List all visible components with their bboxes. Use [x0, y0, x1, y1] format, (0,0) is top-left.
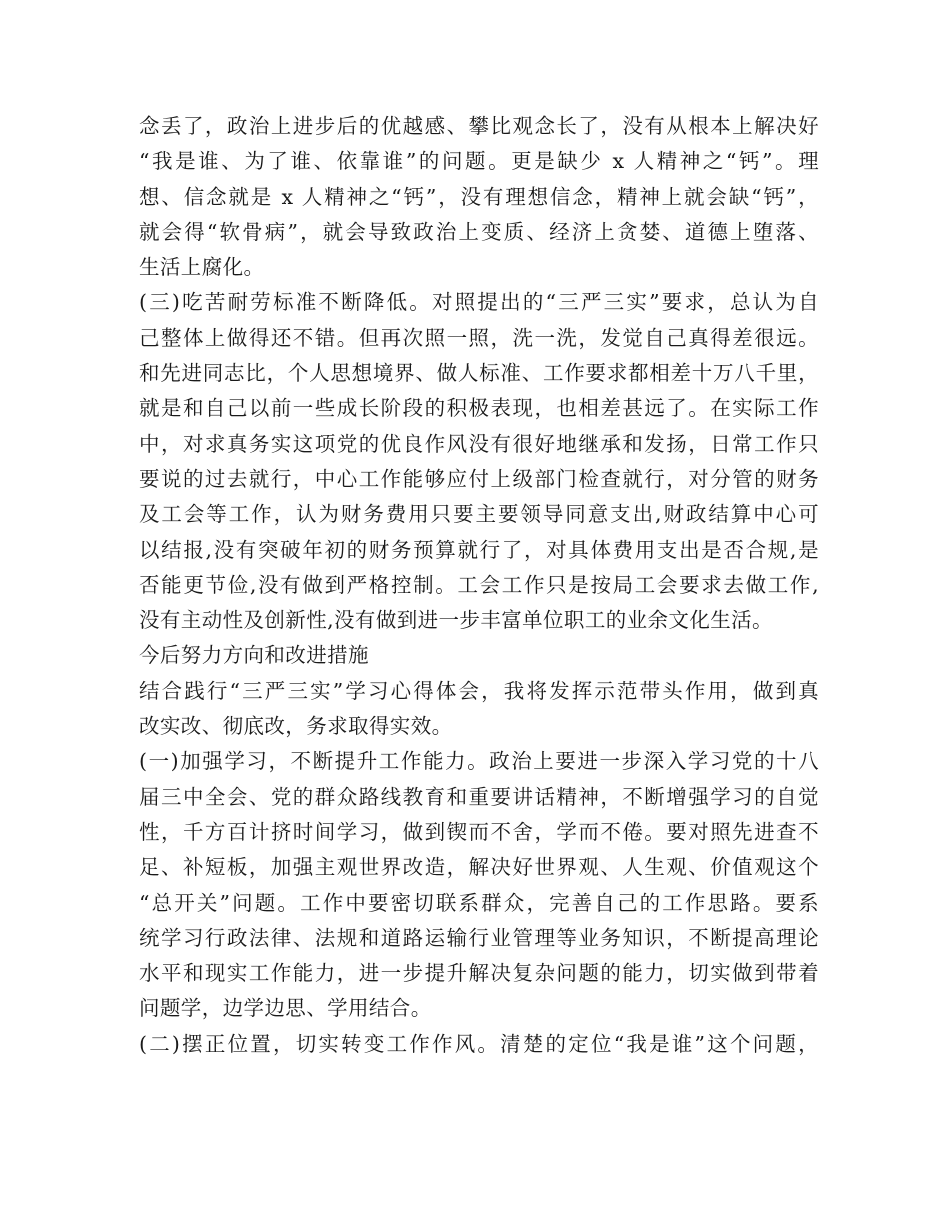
text-line: 否能更节俭,没有做到严格控制。工会工作只是按局工会要求去做工作, [139, 572, 819, 597]
text-line: 水平和现实工作能力，进一步提升解决复杂问题的能力，切实做到带着 [139, 961, 819, 986]
text-line: 以结报,没有突破年初的财务预算就行了，对具体费用支出是否合规,是 [139, 537, 819, 562]
text-line: 没有主动性及创新性,没有做到进一步丰富单位职工的业余文化生活。 [139, 608, 773, 633]
text-line: 及工会等工作，认为财务费用只要主要领导同意支出,财政结算中心可 [139, 502, 819, 527]
text-line: 改实改、彻底改，务求取得实效。 [139, 714, 453, 739]
section-heading: 今后努力方向和改进措施 [139, 643, 369, 668]
text-line: 要说的过去就行，中心工作能够应付上级部门检查就行，对分管的财务 [139, 466, 819, 491]
text-line: 问题学，边学边思、学用结合。 [139, 996, 432, 1021]
text-line: 己整体上做得还不错。但再次照一照，洗一洗，发觉自己真得差很远。 [139, 325, 819, 350]
document-body [139, 109, 819, 1062]
text-line: “总开关”问题。工作中要密切联系群众，完善自己的工作思路。要系 [139, 890, 819, 915]
text-line: 和先进同志比，个人思想境界、做人标准、工作要求都相差十万八千里， [139, 361, 819, 386]
text-line: (二)摆正位置，切实转变工作作风。清楚的定位“我是谁”这个问题， [139, 1031, 819, 1056]
text-line: 统学习行政法律、法规和道路运输行业管理等业务知识，不断提高理论 [139, 925, 819, 950]
text-line: (三)吃苦耐劳标准不断降低。对照提出的“三严三实”要求，总认为自 [139, 290, 819, 315]
text-line: “我是谁、为了谁、依靠谁”的问题。更是缺少 x 人精神之“钙”。理 [139, 149, 819, 174]
text-line: 结合践行“三严三实”学习心得体会，我将发挥示范带头作用，做到真 [139, 678, 819, 703]
text-line: 中，对求真务实这项党的优良作风没有很好地继承和发扬，日常工作只 [139, 431, 819, 456]
text-line: 性，千方百计挤时间学习，做到锲而不舍，学而不倦。要对照先进查不 [139, 819, 819, 844]
text-line: (一)加强学习，不断提升工作能力。政治上要进一步深入学习党的十八 [139, 749, 819, 774]
text-line: 足、补短板，加强主观世界改造，解决好世界观、人生观、价值观这个 [139, 855, 819, 880]
text-line: 念丢了，政治上进步后的优越感、攀比观念长了，没有从根本上解决好 [139, 114, 819, 138]
text-line: 就是和自己以前一些成长阶段的积极表现，也相差甚远了。在实际工作 [139, 396, 819, 421]
text-line: 生活上腐化。 [139, 255, 265, 280]
text-line: 届三中全会、党的群众路线教育和重要讲话精神，不断增强学习的自觉 [139, 784, 819, 809]
text-line: 就会得“软骨病”，就会导致政治上变质、经济上贪婪、道德上堕落、 [139, 219, 819, 244]
text-line: 想、信念就是 x 人精神之“钙”，没有理想信念，精神上就会缺“钙”， [139, 184, 819, 209]
